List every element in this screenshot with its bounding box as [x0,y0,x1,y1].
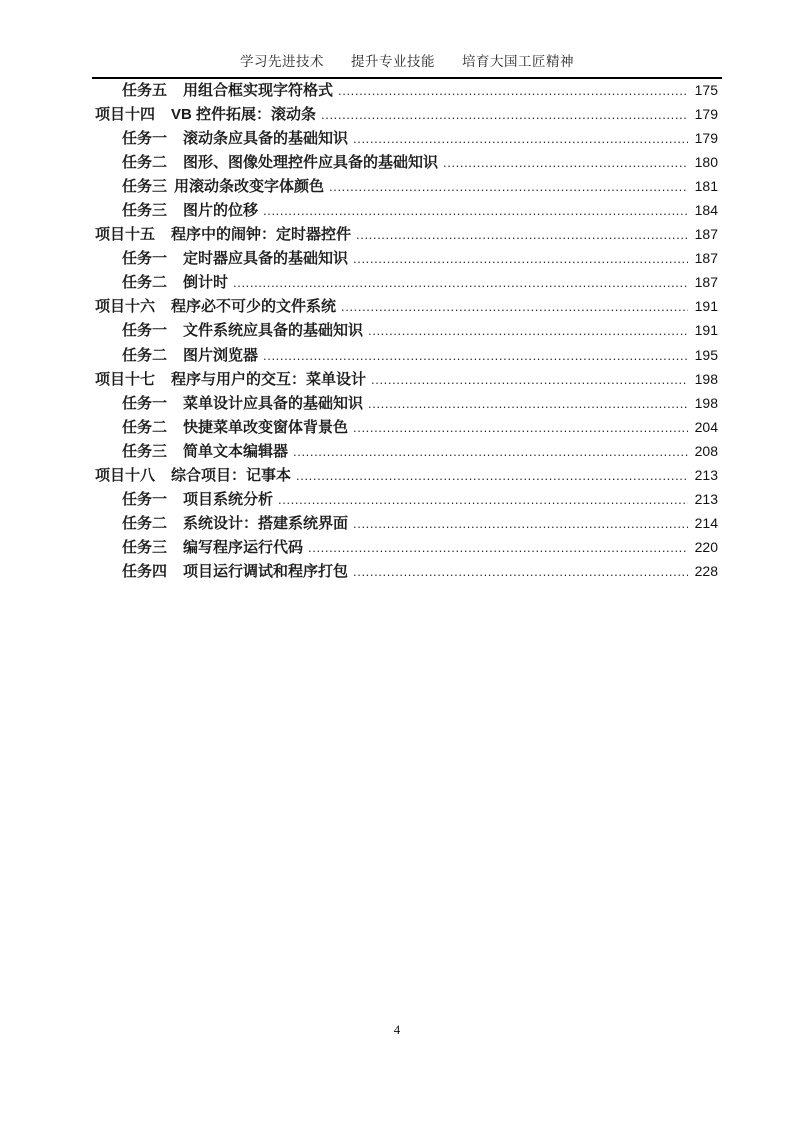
toc-dot-leader [308,540,688,555]
toc-entry-title: 程序与用户的交互：菜单设计 [171,370,367,388]
toc-entry-page-number: 204 [694,418,718,435]
toc-entry-label: 任务三 [122,538,168,556]
toc-dot-leader [353,131,688,146]
toc-entry[interactable] [95,247,718,271]
toc-entry[interactable] [95,127,718,151]
toc-entry-label: 任务一 [122,394,168,412]
toc-entry-title: 定时器应具备的基础知识 [183,250,349,268]
page-header-slogan [92,50,722,79]
toc-dot-leader [338,83,688,98]
header-phrase: 培育大国工匠精神 [462,54,574,69]
toc-entry-title: 菜单设计应具备的基础知识 [183,394,364,412]
toc-entry-page-number: 184 [694,202,718,219]
toc-entry-title: 快捷菜单改变窗体背景色 [183,418,349,436]
toc-entry-label: 任务一 [122,490,168,508]
toc-entry-label: 项目十六 [95,298,156,316]
toc-entry-label: 任务一 [122,130,168,148]
table-of-contents [95,79,718,584]
toc-entry-label: 任务一 [122,322,168,340]
toc-entry-label: 任务二 [122,154,168,172]
toc-dot-leader [356,227,688,242]
toc-dot-leader [371,372,688,387]
toc-entry[interactable] [95,344,718,368]
toc-entry[interactable] [95,464,718,488]
toc-entry-label: 任务四 [122,562,168,580]
toc-entry-label: 任务五 [122,82,168,99]
toc-dot-leader [263,348,688,363]
toc-entry-label: 任务二 [122,514,168,532]
toc-entry-page-number: 214 [694,514,718,531]
toc-entry[interactable] [95,488,718,512]
toc-entry-title: 简单文本编辑器 [183,442,289,460]
toc-entry-page-number: 208 [694,442,718,459]
toc-entry-title: 文件系统应具备的基础知识 [183,322,364,340]
toc-entry-page-number: 228 [694,562,718,579]
toc-entry-title: 用滚动条改变字体颜色 [174,178,325,196]
toc-entry[interactable] [95,199,718,223]
toc-entry[interactable] [95,560,718,584]
header-phrase: 提升专业技能 [351,54,435,69]
toc-entry[interactable] [95,223,718,247]
toc-entry-page-number: 220 [694,538,718,555]
toc-entry-page-number: 187 [694,274,718,291]
toc-entry-page-number: 198 [694,370,718,387]
toc-entry-title: 程序中的闹钟：定时器控件 [171,226,352,244]
page-number: 4 [393,1022,401,1037]
toc-entry-page-number: 187 [694,226,718,243]
toc-entry-page-number: 191 [694,322,718,339]
toc-entry[interactable] [95,79,718,103]
toc-entry-label: 项目十五 [95,226,156,244]
toc-dot-leader [278,492,688,507]
toc-entry-page-number: 195 [694,346,718,363]
toc-entry-page-number: 187 [694,250,718,267]
toc-entry-label: 任务二 [122,418,168,436]
toc-entry-label: 项目十八 [95,466,156,484]
toc-entry-page-number: 191 [694,298,718,315]
toc-entry-label: 项目十四 [95,106,156,124]
toc-entry-title: 滚动条应具备的基础知识 [183,130,349,148]
toc-entry-title: 综合项目：记事本 [171,466,292,484]
toc-entry-label: 任务三 [122,178,168,196]
toc-entry-title: 图形、图像处理控件应具备的基础知识 [183,154,439,172]
toc-entry-label: 项目十七 [95,370,156,388]
toc-dot-leader [341,299,688,314]
toc-entry[interactable] [95,440,718,464]
toc-dot-leader [296,468,688,483]
toc-entry-page-number: 175 [694,82,718,98]
toc-entry-title: 图片的位移 [183,202,259,220]
toc-entry[interactable] [95,392,718,416]
toc-entry[interactable] [95,368,718,392]
toc-dot-leader [233,275,688,290]
toc-dot-leader [321,107,688,122]
toc-entry-page-number: 181 [694,178,718,195]
page-footer [0,1022,794,1038]
toc-entry-label: 任务一 [122,250,168,268]
toc-entry[interactable] [95,175,718,199]
toc-entry-title: 图片浏览器 [183,346,259,364]
toc-entry-page-number: 213 [694,490,718,507]
toc-dot-leader [263,203,688,218]
toc-entry[interactable] [95,295,718,319]
toc-entry-page-number: 180 [694,154,718,171]
header-phrase: 学习先进技术 [240,54,324,69]
toc-dot-leader [353,420,688,435]
toc-entry-title: VB 控件拓展：滚动条 [171,106,317,124]
toc-entry[interactable] [95,536,718,560]
toc-entry[interactable] [95,512,718,536]
toc-entry[interactable] [95,319,718,343]
toc-entry-title: 项目运行调试和程序打包 [183,562,349,580]
toc-entry-page-number: 179 [694,130,718,147]
toc-entry-label: 任务二 [122,346,168,364]
toc-entry-page-number: 198 [694,394,718,411]
toc-entry-label: 任务二 [122,274,168,292]
toc-entry-label: 任务三 [122,202,168,220]
toc-dot-leader [353,251,688,266]
toc-entry[interactable] [95,271,718,295]
toc-entry[interactable] [95,151,718,175]
toc-dot-leader [293,444,688,459]
toc-dot-leader [353,516,688,531]
toc-dot-leader [443,155,688,170]
toc-entry-label: 任务三 [122,442,168,460]
toc-dot-leader [329,179,688,194]
toc-entry-title: 倒计时 [183,274,229,292]
toc-entry-title: 用组合框实现字符格式 [183,82,334,99]
toc-dot-leader [353,564,688,579]
toc-entry-page-number: 213 [694,466,718,483]
toc-dot-leader [368,323,688,338]
toc-dot-leader [368,396,688,411]
toc-entry-page-number: 179 [694,106,718,123]
toc-entry-title: 程序必不可少的文件系统 [171,298,337,316]
toc-entry[interactable] [95,103,718,127]
toc-entry-title: 系统设计：搭建系统界面 [183,514,349,532]
toc-entry-title: 项目系统分析 [183,490,274,508]
toc-entry[interactable] [95,416,718,440]
toc-entry-title: 编写程序运行代码 [183,538,304,556]
